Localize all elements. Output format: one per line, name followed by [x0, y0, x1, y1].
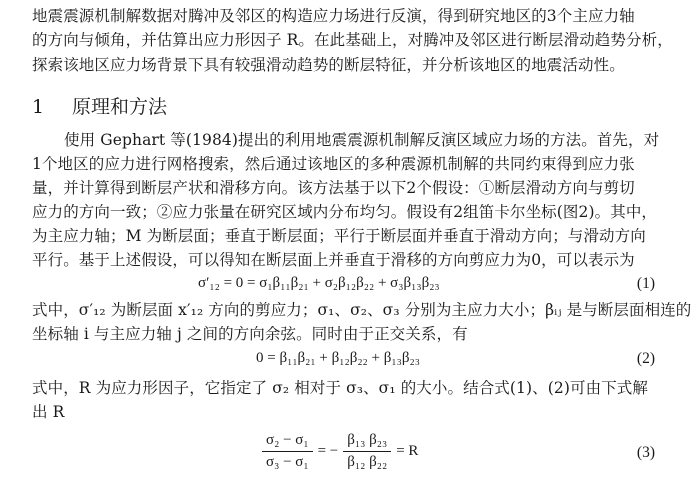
- para1-line-2: 1个地区的应力进行网格搜索，然后通过该地区的多种震源机制解的共同约束得到应力张: [32, 155, 635, 173]
- intro-line-2: 的方向与倾角，并估算出应力形因子 R。在此基础上，对腾冲及邻区进行断层滑动趋势分析，: [32, 31, 673, 49]
- para1-line-6: 平行。基于上述假设，可以得知在断层面上并垂直于滑移的方向剪应力为0，可以表示为: [32, 251, 635, 269]
- equation-3: [0, 432, 700, 476]
- fraction-beta: [343, 432, 391, 471]
- fraction-sigma-denominator: σ₃ − σ₁: [266, 454, 309, 470]
- section-heading: [32, 95, 167, 119]
- fraction-sigma-numerator: σ₂ − σ₁: [262, 432, 313, 452]
- fraction-sigma: [262, 432, 313, 471]
- equation-1-body: σ′₁₂ = 0 = σ₁β₁₁β₂₁ + σ₂β₁₂β₂₂ + σ₃β₁₃β₂₃: [198, 275, 440, 291]
- para1-line-3: 量，并计算得到断层产状和滑移方向。该方法基于以下2个假设：①断层滑动方向与剪切: [32, 179, 635, 197]
- equals-minus: = −: [317, 443, 339, 459]
- equation-3-body: [262, 432, 423, 471]
- equation-3-number: (3): [636, 444, 655, 461]
- para1-line-4: 应力的方向一致；②应力张量在研究区域内分布均匀。假设有2组笛卡尔坐标(图2)。其中，: [32, 203, 658, 221]
- section-title: 原理和方法: [72, 96, 168, 118]
- intro-line-1: 地震震源机制解数据对腾冲及邻区的构造应力场进行反演，得到研究地区的3个主应力轴: [32, 7, 635, 25]
- intro-line-3: 探索该地区应力场背景下具有较强滑动趋势的断层特征，并分析该地区的地震活动性。: [32, 56, 625, 74]
- para1-line-5: 为主应力轴；M 为断层面；垂直于断层面；平行于断层面并垂直于滑动方向；与滑动方向: [32, 227, 646, 245]
- fraction-beta-numerator: β₁₃ β₂₃: [343, 432, 391, 452]
- para3-line-2: 出 R: [32, 403, 65, 421]
- para1-line-1: 使用 Gephart 等(1984)提出的利用地震震源机制解反演区域应力场的方法。首先，对: [64, 131, 660, 149]
- section-number: 1: [32, 96, 45, 118]
- equation-2-number: (2): [636, 350, 655, 367]
- equation-1-number: (1): [636, 275, 655, 292]
- para3-line-1: 式中，R 为应力形因子，它指定了 σ₂ 相对于 σ₃、σ₁ 的大小。结合式(1)、(2)可由下式解: [32, 379, 649, 397]
- para2-line-1: 式中，σ′₁₂ 为断层面 x′₁₂ 方向的剪应力；σ₁、σ₂、σ₃ 分别为主应力大小；βᵢⱼ 是与断层面相连的: [32, 301, 692, 319]
- equals-r: = R: [396, 443, 419, 459]
- para2-line-2: 坐标轴 i 与主应力轴 j 之间的方向余弦。同时由于正交关系，有: [32, 325, 468, 343]
- equation-2-body: 0 = β₁₁β₂₁ + β₁₂β₂₂ + β₁₃β₂₃: [256, 350, 420, 366]
- fraction-beta-denominator: β₁₂ β₂₂: [347, 454, 388, 470]
